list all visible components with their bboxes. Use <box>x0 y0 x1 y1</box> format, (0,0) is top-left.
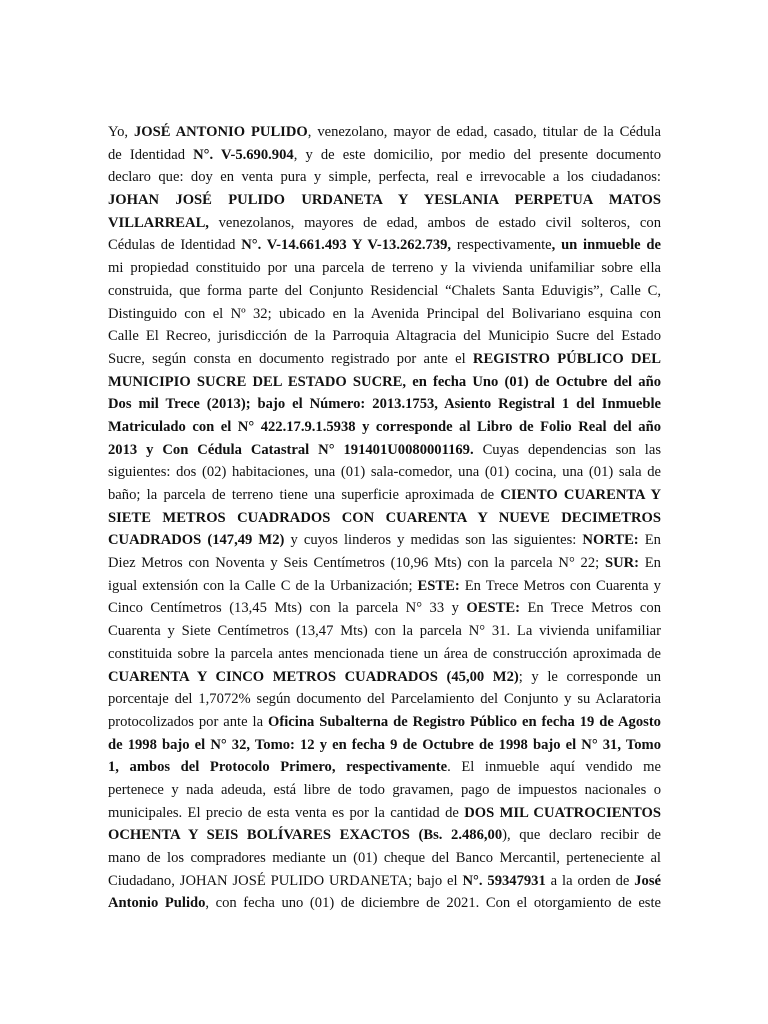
text-line <box>108 529 661 552</box>
bold-text: CIENTO CUARENTA Y <box>500 487 661 503</box>
bold-text: Antonio Pulido <box>108 895 206 912</box>
bold-text: , un inmueble de <box>551 237 661 254</box>
text-line <box>108 870 661 893</box>
text-line <box>108 234 661 257</box>
text-line <box>108 212 661 235</box>
text-line <box>108 189 661 212</box>
bold-text: REGISTRO PÚBLICO DEL <box>472 350 662 367</box>
text-segment: igual extensión con la Calle C de la Urbanización; <box>108 577 418 594</box>
text-line <box>108 892 661 915</box>
text-line <box>108 371 661 394</box>
text-segment: porcentaje del 1,7072% según documento del Parcelamiento del Conjunto y su Aclaratoria <box>108 691 661 708</box>
text-segment: respectivamente <box>451 237 552 254</box>
text-line <box>108 348 661 371</box>
text-segment: . El inmueble aquí vendido me <box>447 759 661 776</box>
text-line <box>108 461 661 484</box>
bold-text: NORTE: <box>582 532 639 549</box>
bold-text: CUARENTA Y CINCO METROS CUADRADOS (45,00 M2) <box>108 668 519 685</box>
text-line <box>108 779 661 802</box>
text-line <box>108 575 661 598</box>
bold-text: N°. V-5.690.904 <box>193 146 294 163</box>
text-segment: de Identidad <box>108 146 194 163</box>
bold-text: OESTE: <box>466 600 520 617</box>
text-line <box>108 711 661 734</box>
text-segment: ; y le corresponde un <box>518 668 661 685</box>
bold-text: OCHENTA Y SEIS BOLÍVARES EXACTOS (Bs. 2.486,00 <box>108 827 503 844</box>
bold-text: de 1998 bajo el N° 32, Tomo: 12 y en fecha 9 de Octubre de 1998 bajo el N° 31, Tomo <box>108 736 661 753</box>
text-segment: Yo, <box>108 124 134 140</box>
text-segment: ), que declaro recibir de <box>502 827 661 844</box>
bold-text: 1, ambos del Protocolo Primero, respectivamente <box>108 759 448 776</box>
text-segment: Cuyas dependencias son las <box>473 441 662 458</box>
text-segment: y cuyos linderos y medidas son las siguientes: <box>284 532 583 549</box>
text-segment: En <box>639 555 661 572</box>
text-segment: baño; la parcela de terreno tiene una superficie aproximada de <box>108 487 501 503</box>
text-segment: construida, que forma parte del Conjunto Residencial “Chalets Santa Eduvigis”, Calle C, <box>108 282 661 299</box>
text-line <box>108 756 661 779</box>
text-line <box>108 393 661 416</box>
text-segment: En <box>638 532 661 549</box>
text-segment: declaro que: doy en venta pura y simple, perfecta, real e irrevocable a los ciudadanos: <box>108 169 661 186</box>
text-line <box>108 643 661 666</box>
text-line <box>108 303 661 326</box>
text-segment: protocolizados por ante la <box>108 713 269 730</box>
text-segment: Cinco Centímetros (13,45 Mts) con la parcela N° 33 y <box>108 600 467 617</box>
text-segment: , venezolano, mayor de edad, casado, titular de la Cédula <box>307 124 662 140</box>
text-line <box>108 802 661 825</box>
text-line <box>108 121 661 144</box>
text-segment: pertenece y nada adeuda, está libre de todo gravamen, pago de impuestos nacionales o <box>108 781 661 798</box>
text-segment: siguientes: dos (02) habitaciones, una (01) sala-comedor, una (01) cocina, una (01) sala de <box>108 464 661 481</box>
bold-text: VILLARREAL, <box>108 214 209 231</box>
text-segment: a la orden de <box>545 872 635 889</box>
text-line <box>108 734 661 757</box>
text-line <box>108 484 661 507</box>
text-segment: Calle El Recreo, jurisdicción de la Parroquia Altagracia del Municipio Sucre del Estado <box>108 328 661 345</box>
text-segment: Sucre, según consta en documento registrado por ante el <box>108 350 473 367</box>
text-segment: Cuarenta y Siete Centímetros (13,47 Mts) con la parcela N° 31. La vivienda unifamiliar <box>108 623 661 640</box>
text-segment: mano de los compradores mediante un (01) cheque del Banco Mercantil, perteneciente al <box>108 850 661 866</box>
text-line <box>108 507 661 530</box>
text-segment: Cédulas de Identidad <box>108 237 242 254</box>
bold-text: 2013 y Con Cédula Catastral N° 191401U0080001169. <box>108 441 474 458</box>
text-line <box>108 166 661 189</box>
text-line <box>108 280 661 303</box>
bold-text: JOHAN JOSÉ PULIDO URDANETA Y YESLANIA PERPETUA MATOS <box>108 192 661 209</box>
bold-text: SIETE METROS CUADRADOS CON CUARENTA Y NUEVE DECIMETROS <box>108 509 661 526</box>
bold-text: Oficina Subalterna de Registro Público en fecha 19 de Agosto <box>268 713 661 730</box>
text-line <box>108 416 661 439</box>
text-segment: Distinguido con el Nº 32; ubicado en la Avenida Principal del Bolivariano esquina con <box>108 305 661 322</box>
document-body <box>108 121 661 915</box>
bold-text: MUNICIPIO SUCRE DEL ESTADO SUCRE, en fecha Uno (01) de Octubre del año <box>108 373 661 390</box>
text-segment: En Trece Metros con Cuarenta y <box>459 577 661 594</box>
text-segment: municipales. El precio de esta venta es por la cantidad de <box>108 804 465 821</box>
bold-text: JOSÉ ANTONIO PULIDO <box>133 124 308 140</box>
bold-text: Matriculado con el N° 422.17.9.1.5938 y corresponde al Libro de Folio Real del año <box>108 418 661 435</box>
bold-text: José <box>634 872 661 889</box>
text-segment: En Trece Metros con <box>519 600 661 617</box>
text-line <box>108 847 661 870</box>
text-segment: constituida sobre la parcela antes mencionada tiene un área de construcción aproximada de <box>108 645 661 662</box>
text-line <box>108 439 661 462</box>
bold-text: DOS MIL CUATROCIENTOS <box>464 804 661 821</box>
text-segment: , y de este domicilio, por medio del presente documento <box>293 146 661 163</box>
bold-text: Dos mil Trece (2013); bajo el Número: 2013.1753, Asiento Registral 1 del Inmueble <box>108 396 661 413</box>
text-line <box>108 144 661 167</box>
text-line <box>108 597 661 620</box>
text-segment: mi propiedad constituido por una parcela de terreno y la vivienda unifamiliar sobre ella <box>108 260 661 277</box>
text-line <box>108 666 661 689</box>
bold-text: CUADRADOS (147,49 M2) <box>108 532 285 549</box>
text-segment: Ciudadano, JOHAN JOSÉ PULIDO URDANETA; bajo el <box>108 872 463 889</box>
text-segment: venezolanos, mayores de edad, ambos de estado civil solteros, con <box>208 214 661 231</box>
text-line <box>108 620 661 643</box>
bold-text: ESTE: <box>417 577 460 594</box>
text-line <box>108 257 661 280</box>
bold-text: N°. 59347931 <box>462 872 546 889</box>
bold-text: N°. V-14.661.493 Y V-13.262.739, <box>241 237 452 254</box>
text-line <box>108 552 661 575</box>
text-segment: , con fecha uno (01) de diciembre de 2021. Con el otorgamiento de este <box>205 895 662 912</box>
text-line <box>108 688 661 711</box>
text-line <box>108 325 661 348</box>
text-segment: Diez Metros con Noventa y Seis Centímetros (10,96 Mts) con la parcela N° 22; <box>108 555 605 572</box>
bold-text: SUR: <box>604 555 640 572</box>
text-line <box>108 824 661 847</box>
